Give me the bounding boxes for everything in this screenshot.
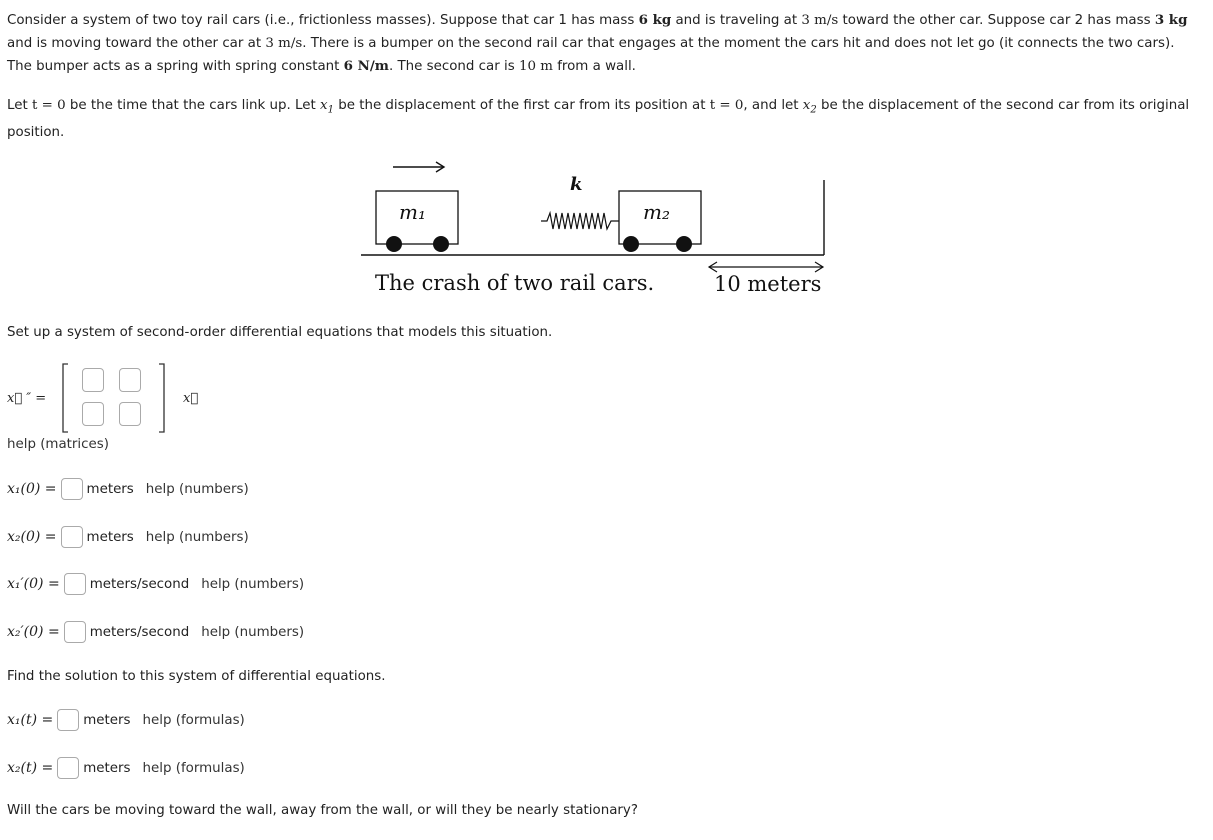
unit-label: meters xyxy=(86,481,134,497)
unit-label: meters/second xyxy=(89,624,190,640)
problem-statement xyxy=(7,9,1197,79)
matrix-cell-2-1[interactable] xyxy=(82,402,104,426)
problem-text: toward the other car. Suppose car 2 has mass xyxy=(838,13,1155,28)
ic-label: x₁(0) = xyxy=(7,481,57,497)
mass-2-value: 3 kg xyxy=(1154,12,1188,28)
solution-row xyxy=(7,706,245,734)
matrix-grid xyxy=(59,362,171,434)
x2-math xyxy=(802,98,817,116)
distance-arrow-icon xyxy=(709,262,823,272)
m2-label: m₂ xyxy=(643,200,670,224)
help-numbers-link[interactable]: help (numbers) xyxy=(201,624,305,640)
help-numbers-link[interactable]: help (numbers) xyxy=(145,529,249,545)
x1-prime-0-input[interactable] xyxy=(64,573,86,595)
x2-t-input[interactable] xyxy=(57,757,79,779)
matrix-cell-1-1[interactable] xyxy=(82,368,104,392)
x2-0-input[interactable] xyxy=(61,526,83,548)
unit-label: meters xyxy=(86,529,134,545)
mass-1-value: 6 kg xyxy=(638,12,672,28)
spring xyxy=(541,213,619,229)
rail-cars-figure xyxy=(361,156,838,304)
t0-math: t = 0 xyxy=(31,98,66,113)
help-formulas-link[interactable]: help (formulas) xyxy=(142,760,245,776)
solution-label: x₁(t) = xyxy=(7,712,54,728)
unit-label: meters xyxy=(83,760,131,776)
unit-label: meters xyxy=(83,712,131,728)
problem-text: and is moving toward the other car at xyxy=(7,35,266,51)
help-formulas-link[interactable]: help (formulas) xyxy=(142,712,245,728)
velocity-1-value: 3 m/s xyxy=(801,13,839,28)
ic-label: x₂′(0) = xyxy=(7,624,60,640)
ic-label: x₁′(0) = xyxy=(7,576,60,592)
initial-condition-row xyxy=(7,523,249,551)
car-1-wheel xyxy=(386,236,402,252)
spring-label: k xyxy=(570,174,583,195)
x2-subscript: 2 xyxy=(810,104,817,116)
wall-distance-value: 10 m xyxy=(518,59,553,74)
motion-arrow-icon xyxy=(393,162,444,172)
x2-prime-0-input[interactable] xyxy=(64,621,86,643)
initial-condition-row xyxy=(7,618,304,646)
definitions-text: , and let xyxy=(743,98,803,113)
help-numbers-link[interactable]: help (numbers) xyxy=(201,576,305,592)
t0-math: t = 0 xyxy=(709,98,744,113)
help-matrices-link[interactable] xyxy=(7,434,1197,457)
matrix-equation xyxy=(7,362,198,434)
figure-caption: The crash of two rail cars. xyxy=(375,271,655,295)
spring-constant-value: 6 N/m xyxy=(343,58,389,74)
definitions-text: Let xyxy=(7,98,32,113)
matrix-lhs: x⃗ ″ = xyxy=(7,390,47,406)
matrix-rhs: x⃗ xyxy=(183,390,199,406)
problem-text: . There is a bumper on the second rail car that engages at the moment the cars hit and does not let go (it connects the two cars). The bumper acts as a spring with spring constant xyxy=(7,35,1175,74)
solution-instruction: Find the solution to this system of differential equations. xyxy=(7,669,386,684)
definitions-text: be the displacement of the second car from its original position. xyxy=(7,98,1190,141)
car-2-wheel xyxy=(623,236,639,252)
x2-symbol: x xyxy=(802,98,811,113)
definitions-text: be the displacement of the first car from its position at xyxy=(333,98,710,113)
initial-condition-row xyxy=(7,570,304,598)
final-question: Will the cars be moving toward the wall, away from the wall, or will they be nearly stationary? xyxy=(7,803,638,818)
definitions-text: be the time that the cars link up. Let xyxy=(65,98,321,113)
help-link-text[interactable]: help (matrices) xyxy=(7,437,109,452)
distance-label: 10 meters xyxy=(714,272,822,296)
x1-0-input[interactable] xyxy=(61,478,83,500)
solution-row xyxy=(7,754,245,782)
car-1-wheel xyxy=(433,236,449,252)
matrix-cell-2-2[interactable] xyxy=(119,402,141,426)
x1-math xyxy=(320,98,334,116)
problem-text: . The second car is xyxy=(388,59,519,74)
matrix-cell-1-2[interactable] xyxy=(119,368,141,392)
car-2-wheel xyxy=(676,236,692,252)
problem-text: from a wall. xyxy=(552,59,636,74)
setup-instruction: Set up a system of second-order differential equations that models this situation. xyxy=(7,325,553,340)
definitions-paragraph xyxy=(7,95,1197,145)
unit-label: meters/second xyxy=(89,576,190,592)
x1-subscript: 1 xyxy=(327,104,334,116)
velocity-2-value: 3 m/s xyxy=(265,35,303,51)
x1-symbol: x xyxy=(320,98,328,113)
x1-t-input[interactable] xyxy=(57,709,79,731)
problem-text: Consider a system of two toy rail cars (i.e., frictionless masses). Suppose that car 1 has mass xyxy=(7,13,639,28)
help-numbers-link[interactable]: help (numbers) xyxy=(145,481,249,497)
problem-text: and is traveling at xyxy=(671,13,802,28)
m1-label: m₁ xyxy=(399,200,426,224)
initial-condition-row xyxy=(7,475,249,503)
matrix-brackets xyxy=(59,362,171,434)
solution-label: x₂(t) = xyxy=(7,760,54,776)
ic-label: x₂(0) = xyxy=(7,529,57,545)
